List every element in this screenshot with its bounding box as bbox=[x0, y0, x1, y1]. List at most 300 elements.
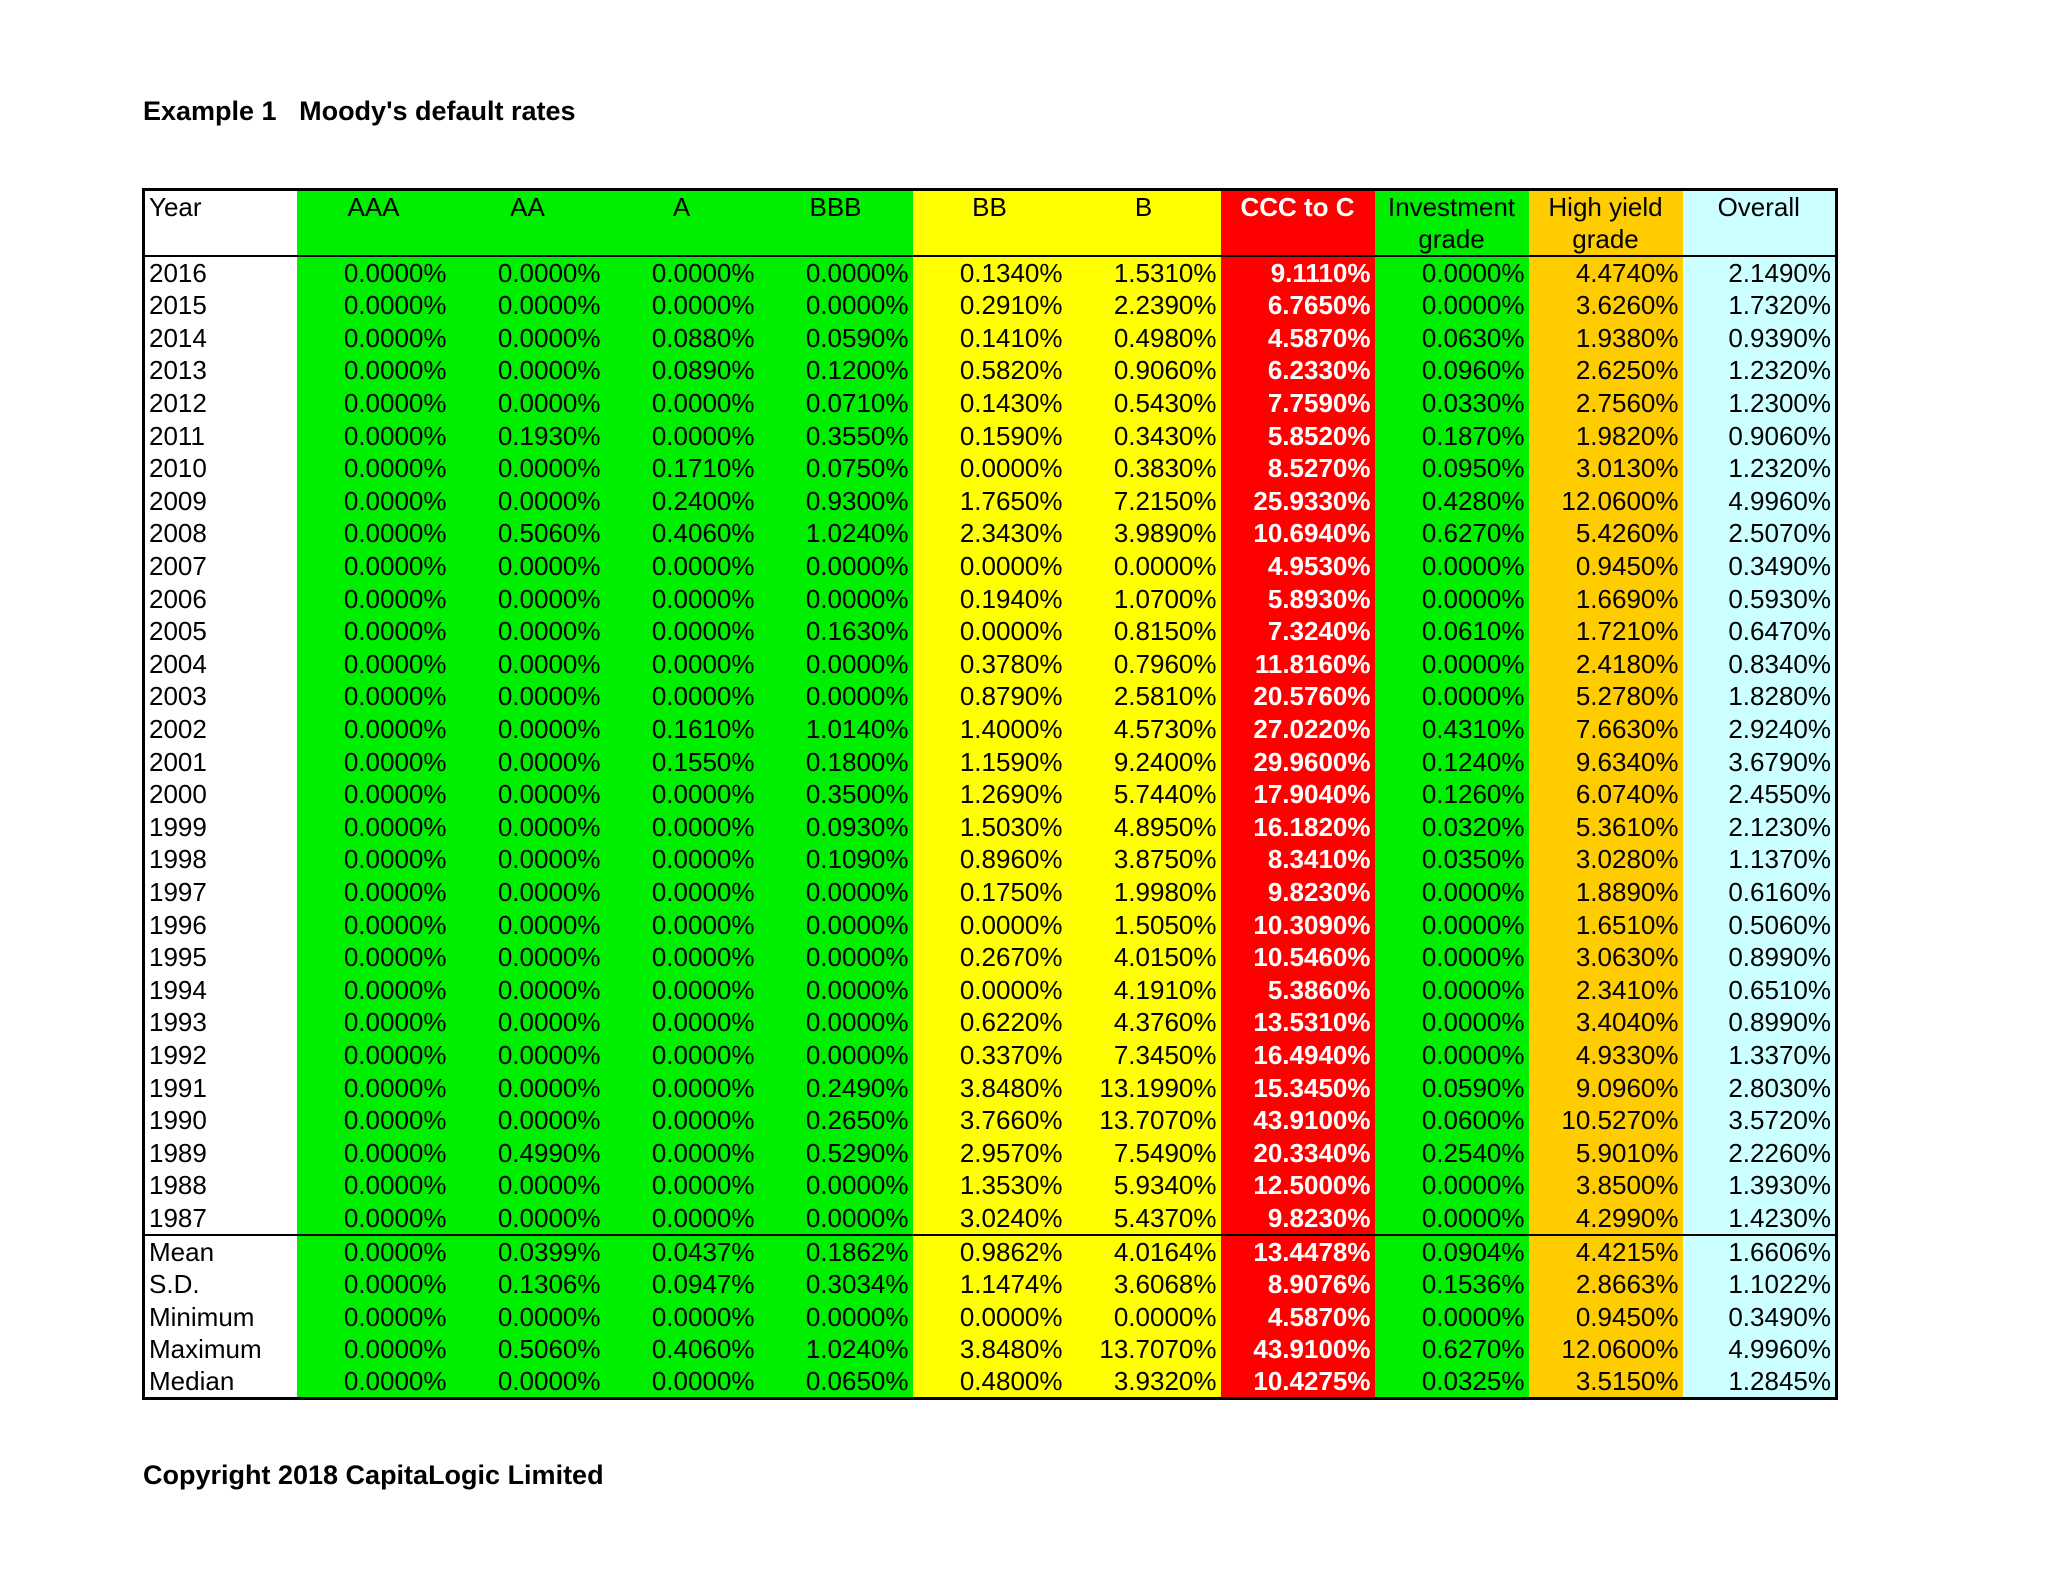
cell-a: 0.0000% bbox=[605, 387, 759, 420]
cell-aaa: 0.0000% bbox=[297, 811, 451, 844]
cell-year: Median bbox=[144, 1365, 297, 1399]
cell-investment-grade: 0.0000% bbox=[1375, 1169, 1529, 1202]
cell-bbb: 1.0140% bbox=[759, 713, 913, 746]
cell-year: Maximum bbox=[144, 1333, 297, 1366]
cell-ccc-to-c: 7.3240% bbox=[1221, 615, 1375, 648]
cell-bb: 0.4800% bbox=[913, 1365, 1067, 1399]
cell-bbb: 0.0000% bbox=[759, 648, 913, 681]
cell-b: 0.8150% bbox=[1067, 615, 1221, 648]
cell-aa: 0.0000% bbox=[451, 973, 605, 1006]
cell-ccc-to-c: 6.7650% bbox=[1221, 289, 1375, 322]
cell-overall: 0.6510% bbox=[1683, 973, 1837, 1006]
stats-row bbox=[144, 1365, 1837, 1399]
cell-ccc-to-c: 4.5870% bbox=[1221, 322, 1375, 355]
cell-overall: 0.5930% bbox=[1683, 582, 1837, 615]
cell-year: 2005 bbox=[144, 615, 297, 648]
cell-a: 0.1610% bbox=[605, 713, 759, 746]
cell-bbb: 0.3034% bbox=[759, 1268, 913, 1301]
cell-year: 2004 bbox=[144, 648, 297, 681]
cell-b: 3.6068% bbox=[1067, 1268, 1221, 1301]
cell-ccc-to-c: 20.5760% bbox=[1221, 680, 1375, 713]
cell-aaa: 0.0000% bbox=[297, 1333, 451, 1366]
column-header-bbb: BBB bbox=[759, 190, 913, 257]
cell-ccc-to-c: 20.3340% bbox=[1221, 1136, 1375, 1169]
cell-b: 0.3430% bbox=[1067, 419, 1221, 452]
cell-aaa: 0.0000% bbox=[297, 387, 451, 420]
cell-high-yield-grade: 6.0740% bbox=[1529, 778, 1683, 811]
cell-a: 0.0000% bbox=[605, 941, 759, 974]
table-row bbox=[144, 452, 1837, 485]
cell-investment-grade: 0.0600% bbox=[1375, 1104, 1529, 1137]
cell-aa: 0.0000% bbox=[451, 680, 605, 713]
cell-a: 0.0000% bbox=[605, 1104, 759, 1137]
cell-aaa: 0.0000% bbox=[297, 843, 451, 876]
table-row bbox=[144, 843, 1837, 876]
cell-aa: 0.0000% bbox=[451, 1071, 605, 1104]
cell-overall: 0.5060% bbox=[1683, 908, 1837, 941]
cell-aa: 0.0000% bbox=[451, 615, 605, 648]
cell-year: 1990 bbox=[144, 1104, 297, 1137]
cell-high-yield-grade: 2.8663% bbox=[1529, 1268, 1683, 1301]
cell-bb: 0.9862% bbox=[913, 1235, 1067, 1268]
cell-investment-grade: 0.0630% bbox=[1375, 322, 1529, 355]
cell-overall: 2.8030% bbox=[1683, 1071, 1837, 1104]
cell-bbb: 0.2650% bbox=[759, 1104, 913, 1137]
cell-a: 0.0000% bbox=[605, 256, 759, 289]
cell-bbb: 0.5290% bbox=[759, 1136, 913, 1169]
cell-investment-grade: 0.0000% bbox=[1375, 1006, 1529, 1039]
cell-aaa: 0.0000% bbox=[297, 680, 451, 713]
table-row bbox=[144, 1202, 1837, 1235]
cell-high-yield-grade: 3.6260% bbox=[1529, 289, 1683, 322]
cell-year: 2003 bbox=[144, 680, 297, 713]
cell-investment-grade: 0.1240% bbox=[1375, 745, 1529, 778]
cell-b: 4.0150% bbox=[1067, 941, 1221, 974]
cell-a: 0.0000% bbox=[605, 615, 759, 648]
cell-aaa: 0.0000% bbox=[297, 973, 451, 1006]
cell-aa: 0.0000% bbox=[451, 1202, 605, 1235]
table-row bbox=[144, 387, 1837, 420]
cell-year: 2010 bbox=[144, 452, 297, 485]
cell-year: 1994 bbox=[144, 973, 297, 1006]
cell-aaa: 0.0000% bbox=[297, 1169, 451, 1202]
cell-aa: 0.0000% bbox=[451, 1104, 605, 1137]
cell-a: 0.1550% bbox=[605, 745, 759, 778]
cell-aaa: 0.0000% bbox=[297, 582, 451, 615]
cell-high-yield-grade: 4.4215% bbox=[1529, 1235, 1683, 1268]
cell-bbb: 0.0000% bbox=[759, 876, 913, 909]
cell-a: 0.0000% bbox=[605, 419, 759, 452]
cell-aaa: 0.0000% bbox=[297, 517, 451, 550]
cell-year: 1998 bbox=[144, 843, 297, 876]
cell-investment-grade: 0.0610% bbox=[1375, 615, 1529, 648]
copyright-notice: Copyright 2018 CapitaLogic Limited bbox=[143, 1460, 604, 1490]
cell-aaa: 0.0000% bbox=[297, 648, 451, 681]
cell-aaa: 0.0000% bbox=[297, 615, 451, 648]
cell-bb: 0.2670% bbox=[913, 941, 1067, 974]
cell-a: 0.0000% bbox=[605, 1071, 759, 1104]
cell-ccc-to-c: 8.3410% bbox=[1221, 843, 1375, 876]
cell-b: 3.9320% bbox=[1067, 1365, 1221, 1399]
cell-year: Mean bbox=[144, 1235, 297, 1268]
cell-overall: 3.6790% bbox=[1683, 745, 1837, 778]
cell-year: 2014 bbox=[144, 322, 297, 355]
cell-investment-grade: 0.0960% bbox=[1375, 354, 1529, 387]
cell-bbb: 0.3500% bbox=[759, 778, 913, 811]
cell-high-yield-grade: 12.0600% bbox=[1529, 1333, 1683, 1366]
stats-row bbox=[144, 1235, 1837, 1268]
cell-bbb: 0.0000% bbox=[759, 1202, 913, 1235]
cell-high-yield-grade: 3.5150% bbox=[1529, 1365, 1683, 1399]
table-row bbox=[144, 550, 1837, 583]
cell-ccc-to-c: 25.9330% bbox=[1221, 485, 1375, 518]
cell-bbb: 0.0000% bbox=[759, 941, 913, 974]
cell-b: 7.2150% bbox=[1067, 485, 1221, 518]
table-row bbox=[144, 1006, 1837, 1039]
cell-year: 2009 bbox=[144, 485, 297, 518]
cell-investment-grade: 0.0000% bbox=[1375, 973, 1529, 1006]
cell-aa: 0.0000% bbox=[451, 322, 605, 355]
cell-year: 1995 bbox=[144, 941, 297, 974]
cell-aa: 0.0000% bbox=[451, 811, 605, 844]
cell-ccc-to-c: 15.3450% bbox=[1221, 1071, 1375, 1104]
cell-bbb: 0.9300% bbox=[759, 485, 913, 518]
cell-ccc-to-c: 10.6940% bbox=[1221, 517, 1375, 550]
cell-aaa: 0.0000% bbox=[297, 1136, 451, 1169]
cell-investment-grade: 0.6270% bbox=[1375, 517, 1529, 550]
cell-bb: 0.3780% bbox=[913, 648, 1067, 681]
cell-aaa: 0.0000% bbox=[297, 550, 451, 583]
cell-aa: 0.0000% bbox=[451, 1365, 605, 1399]
stats-row bbox=[144, 1268, 1837, 1301]
cell-aa: 0.1930% bbox=[451, 419, 605, 452]
cell-year: 1988 bbox=[144, 1169, 297, 1202]
cell-high-yield-grade: 12.0600% bbox=[1529, 485, 1683, 518]
table-row bbox=[144, 876, 1837, 909]
cell-bbb: 0.0590% bbox=[759, 322, 913, 355]
cell-year: 1987 bbox=[144, 1202, 297, 1235]
table-row bbox=[144, 1136, 1837, 1169]
cell-aaa: 0.0000% bbox=[297, 713, 451, 746]
cell-investment-grade: 0.6270% bbox=[1375, 1333, 1529, 1366]
cell-year: 2011 bbox=[144, 419, 297, 452]
cell-aa: 0.0000% bbox=[451, 713, 605, 746]
table-row bbox=[144, 1071, 1837, 1104]
cell-investment-grade: 0.0320% bbox=[1375, 811, 1529, 844]
cell-investment-grade: 0.0325% bbox=[1375, 1365, 1529, 1399]
cell-high-yield-grade: 3.0280% bbox=[1529, 843, 1683, 876]
cell-ccc-to-c: 17.9040% bbox=[1221, 778, 1375, 811]
cell-aaa: 0.0000% bbox=[297, 419, 451, 452]
cell-investment-grade: 0.1870% bbox=[1375, 419, 1529, 452]
cell-high-yield-grade: 3.8500% bbox=[1529, 1169, 1683, 1202]
cell-bbb: 0.2490% bbox=[759, 1071, 913, 1104]
cell-aa: 0.0000% bbox=[451, 485, 605, 518]
cell-b: 5.7440% bbox=[1067, 778, 1221, 811]
cell-year: 2015 bbox=[144, 289, 297, 322]
cell-aaa: 0.0000% bbox=[297, 1039, 451, 1072]
cell-bbb: 0.0650% bbox=[759, 1365, 913, 1399]
cell-ccc-to-c: 5.8520% bbox=[1221, 419, 1375, 452]
cell-high-yield-grade: 1.6690% bbox=[1529, 582, 1683, 615]
cell-overall: 1.4230% bbox=[1683, 1202, 1837, 1235]
cell-high-yield-grade: 1.9820% bbox=[1529, 419, 1683, 452]
cell-high-yield-grade: 2.3410% bbox=[1529, 973, 1683, 1006]
cell-a: 0.0947% bbox=[605, 1268, 759, 1301]
cell-aaa: 0.0000% bbox=[297, 256, 451, 289]
cell-high-yield-grade: 10.5270% bbox=[1529, 1104, 1683, 1137]
cell-b: 9.2400% bbox=[1067, 745, 1221, 778]
cell-ccc-to-c: 9.8230% bbox=[1221, 1202, 1375, 1235]
cell-aaa: 0.0000% bbox=[297, 1365, 451, 1399]
cell-a: 0.0000% bbox=[605, 289, 759, 322]
cell-overall: 1.7320% bbox=[1683, 289, 1837, 322]
cell-b: 1.9980% bbox=[1067, 876, 1221, 909]
cell-bb: 1.5030% bbox=[913, 811, 1067, 844]
cell-bb: 0.0000% bbox=[913, 973, 1067, 1006]
cell-overall: 2.1230% bbox=[1683, 811, 1837, 844]
cell-aaa: 0.0000% bbox=[297, 778, 451, 811]
cell-aaa: 0.0000% bbox=[297, 941, 451, 974]
cell-bb: 0.1410% bbox=[913, 322, 1067, 355]
table-row bbox=[144, 1104, 1837, 1137]
cell-b: 0.9060% bbox=[1067, 354, 1221, 387]
cell-investment-grade: 0.0000% bbox=[1375, 1202, 1529, 1235]
cell-ccc-to-c: 7.7590% bbox=[1221, 387, 1375, 420]
cell-ccc-to-c: 4.5870% bbox=[1221, 1300, 1375, 1333]
cell-year: 1993 bbox=[144, 1006, 297, 1039]
column-header-b: B bbox=[1067, 190, 1221, 257]
cell-overall: 1.3370% bbox=[1683, 1039, 1837, 1072]
cell-bbb: 0.1630% bbox=[759, 615, 913, 648]
cell-ccc-to-c: 5.8930% bbox=[1221, 582, 1375, 615]
cell-ccc-to-c: 16.1820% bbox=[1221, 811, 1375, 844]
cell-overall: 1.3930% bbox=[1683, 1169, 1837, 1202]
cell-ccc-to-c: 43.9100% bbox=[1221, 1104, 1375, 1137]
cell-a: 0.0000% bbox=[605, 973, 759, 1006]
cell-investment-grade: 0.0590% bbox=[1375, 1071, 1529, 1104]
cell-b: 0.0000% bbox=[1067, 550, 1221, 583]
cell-bbb: 0.0710% bbox=[759, 387, 913, 420]
cell-b: 13.1990% bbox=[1067, 1071, 1221, 1104]
cell-b: 4.5730% bbox=[1067, 713, 1221, 746]
table-row bbox=[144, 680, 1837, 713]
cell-a: 0.0000% bbox=[605, 778, 759, 811]
cell-investment-grade: 0.0330% bbox=[1375, 387, 1529, 420]
cell-overall: 0.3490% bbox=[1683, 550, 1837, 583]
cell-overall: 0.9060% bbox=[1683, 419, 1837, 452]
cell-year: 2000 bbox=[144, 778, 297, 811]
cell-investment-grade: 0.2540% bbox=[1375, 1136, 1529, 1169]
cell-aa: 0.0000% bbox=[451, 256, 605, 289]
cell-aa: 0.5060% bbox=[451, 517, 605, 550]
cell-bbb: 0.0000% bbox=[759, 582, 913, 615]
cell-aaa: 0.0000% bbox=[297, 1071, 451, 1104]
cell-b: 7.5490% bbox=[1067, 1136, 1221, 1169]
column-header-a: A bbox=[605, 190, 759, 257]
table-row bbox=[144, 745, 1837, 778]
cell-a: 0.0000% bbox=[605, 1006, 759, 1039]
table-row bbox=[144, 289, 1837, 322]
cell-overall: 2.2260% bbox=[1683, 1136, 1837, 1169]
cell-high-yield-grade: 5.9010% bbox=[1529, 1136, 1683, 1169]
cell-overall: 1.1022% bbox=[1683, 1268, 1837, 1301]
cell-ccc-to-c: 12.5000% bbox=[1221, 1169, 1375, 1202]
cell-ccc-to-c: 4.9530% bbox=[1221, 550, 1375, 583]
cell-a: 0.0000% bbox=[605, 1202, 759, 1235]
table-row bbox=[144, 941, 1837, 974]
cell-year: 2001 bbox=[144, 745, 297, 778]
cell-overall: 0.9390% bbox=[1683, 322, 1837, 355]
cell-bb: 1.4000% bbox=[913, 713, 1067, 746]
stats-row bbox=[144, 1300, 1837, 1333]
cell-ccc-to-c: 11.8160% bbox=[1221, 648, 1375, 681]
cell-bb: 0.2910% bbox=[913, 289, 1067, 322]
table-row bbox=[144, 256, 1837, 289]
cell-b: 3.9890% bbox=[1067, 517, 1221, 550]
cell-aa: 0.0000% bbox=[451, 387, 605, 420]
cell-aaa: 0.0000% bbox=[297, 485, 451, 518]
cell-investment-grade: 0.0000% bbox=[1375, 908, 1529, 941]
cell-bbb: 0.0000% bbox=[759, 1169, 913, 1202]
cell-high-yield-grade: 1.6510% bbox=[1529, 908, 1683, 941]
cell-overall: 0.8990% bbox=[1683, 1006, 1837, 1039]
cell-aaa: 0.0000% bbox=[297, 1006, 451, 1039]
cell-bb: 0.5820% bbox=[913, 354, 1067, 387]
cell-investment-grade: 0.4280% bbox=[1375, 485, 1529, 518]
table-row bbox=[144, 582, 1837, 615]
cell-high-yield-grade: 3.0130% bbox=[1529, 452, 1683, 485]
cell-aa: 0.0000% bbox=[451, 1300, 605, 1333]
cell-ccc-to-c: 5.3860% bbox=[1221, 973, 1375, 1006]
cell-year: S.D. bbox=[144, 1268, 297, 1301]
cell-aaa: 0.0000% bbox=[297, 876, 451, 909]
cell-high-yield-grade: 7.6630% bbox=[1529, 713, 1683, 746]
cell-ccc-to-c: 13.4478% bbox=[1221, 1235, 1375, 1268]
cell-bb: 0.0000% bbox=[913, 615, 1067, 648]
cell-b: 5.4370% bbox=[1067, 1202, 1221, 1235]
cell-bbb: 0.1800% bbox=[759, 745, 913, 778]
cell-high-yield-grade: 4.9330% bbox=[1529, 1039, 1683, 1072]
cell-b: 0.0000% bbox=[1067, 1300, 1221, 1333]
cell-a: 0.0880% bbox=[605, 322, 759, 355]
cell-investment-grade: 0.0000% bbox=[1375, 648, 1529, 681]
table-row bbox=[144, 485, 1837, 518]
cell-investment-grade: 0.4310% bbox=[1375, 713, 1529, 746]
cell-a: 0.0000% bbox=[605, 876, 759, 909]
cell-year: 1992 bbox=[144, 1039, 297, 1072]
cell-ccc-to-c: 27.0220% bbox=[1221, 713, 1375, 746]
cell-aaa: 0.0000% bbox=[297, 289, 451, 322]
cell-ccc-to-c: 8.5270% bbox=[1221, 452, 1375, 485]
cell-bb: 0.0000% bbox=[913, 550, 1067, 583]
cell-aa: 0.0000% bbox=[451, 289, 605, 322]
cell-a: 0.0000% bbox=[605, 1039, 759, 1072]
cell-bb: 0.1430% bbox=[913, 387, 1067, 420]
cell-ccc-to-c: 29.9600% bbox=[1221, 745, 1375, 778]
cell-b: 0.3830% bbox=[1067, 452, 1221, 485]
cell-high-yield-grade: 2.4180% bbox=[1529, 648, 1683, 681]
cell-bbb: 0.0000% bbox=[759, 680, 913, 713]
cell-ccc-to-c: 16.4940% bbox=[1221, 1039, 1375, 1072]
cell-overall: 1.2320% bbox=[1683, 452, 1837, 485]
cell-a: 0.0437% bbox=[605, 1235, 759, 1268]
cell-aa: 0.0000% bbox=[451, 745, 605, 778]
cell-aa: 0.1306% bbox=[451, 1268, 605, 1301]
cell-investment-grade: 0.0000% bbox=[1375, 1300, 1529, 1333]
cell-overall: 1.1370% bbox=[1683, 843, 1837, 876]
cell-a: 0.0000% bbox=[605, 811, 759, 844]
cell-a: 0.0000% bbox=[605, 1300, 759, 1333]
cell-aa: 0.0000% bbox=[451, 843, 605, 876]
cell-overall: 4.9960% bbox=[1683, 485, 1837, 518]
header-row bbox=[144, 190, 1837, 257]
cell-b: 5.9340% bbox=[1067, 1169, 1221, 1202]
cell-ccc-to-c: 9.1110% bbox=[1221, 256, 1375, 289]
cell-aa: 0.0000% bbox=[451, 1006, 605, 1039]
cell-bbb: 0.0000% bbox=[759, 1300, 913, 1333]
column-header-investment-grade: Investment grade bbox=[1375, 190, 1529, 257]
cell-b: 7.3450% bbox=[1067, 1039, 1221, 1072]
cell-aa: 0.0000% bbox=[451, 582, 605, 615]
cell-b: 1.5050% bbox=[1067, 908, 1221, 941]
cell-ccc-to-c: 9.8230% bbox=[1221, 876, 1375, 909]
cell-a: 0.0890% bbox=[605, 354, 759, 387]
cell-bb: 3.0240% bbox=[913, 1202, 1067, 1235]
cell-ccc-to-c: 10.3090% bbox=[1221, 908, 1375, 941]
table-row bbox=[144, 517, 1837, 550]
cell-b: 0.4980% bbox=[1067, 322, 1221, 355]
cell-ccc-to-c: 8.9076% bbox=[1221, 1268, 1375, 1301]
cell-a: 0.0000% bbox=[605, 843, 759, 876]
column-header-year: Year bbox=[144, 190, 297, 257]
cell-high-yield-grade: 9.0960% bbox=[1529, 1071, 1683, 1104]
table-row bbox=[144, 973, 1837, 1006]
cell-bb: 0.0000% bbox=[913, 452, 1067, 485]
cell-year: 2008 bbox=[144, 517, 297, 550]
cell-aa: 0.0000% bbox=[451, 452, 605, 485]
cell-investment-grade: 0.0000% bbox=[1375, 256, 1529, 289]
cell-bb: 0.0000% bbox=[913, 1300, 1067, 1333]
table-row bbox=[144, 1169, 1837, 1202]
cell-b: 2.5810% bbox=[1067, 680, 1221, 713]
cell-year: 2012 bbox=[144, 387, 297, 420]
cell-aaa: 0.0000% bbox=[297, 1300, 451, 1333]
cell-bb: 1.7650% bbox=[913, 485, 1067, 518]
cell-overall: 1.2300% bbox=[1683, 387, 1837, 420]
cell-bb: 2.9570% bbox=[913, 1136, 1067, 1169]
cell-bb: 0.3370% bbox=[913, 1039, 1067, 1072]
cell-ccc-to-c: 6.2330% bbox=[1221, 354, 1375, 387]
cell-overall: 2.5070% bbox=[1683, 517, 1837, 550]
table-row bbox=[144, 322, 1837, 355]
table-row bbox=[144, 778, 1837, 811]
cell-aaa: 0.0000% bbox=[297, 1202, 451, 1235]
cell-aa: 0.0000% bbox=[451, 876, 605, 909]
table-row bbox=[144, 419, 1837, 452]
cell-b: 4.8950% bbox=[1067, 811, 1221, 844]
cell-year: Minimum bbox=[144, 1300, 297, 1333]
cell-aa: 0.4990% bbox=[451, 1136, 605, 1169]
cell-bb: 1.3530% bbox=[913, 1169, 1067, 1202]
cell-high-yield-grade: 3.4040% bbox=[1529, 1006, 1683, 1039]
cell-ccc-to-c: 10.4275% bbox=[1221, 1365, 1375, 1399]
cell-aa: 0.0000% bbox=[451, 1039, 605, 1072]
cell-overall: 3.5720% bbox=[1683, 1104, 1837, 1137]
cell-year: 1996 bbox=[144, 908, 297, 941]
column-header-aa: AA bbox=[451, 190, 605, 257]
cell-aa: 0.0000% bbox=[451, 941, 605, 974]
